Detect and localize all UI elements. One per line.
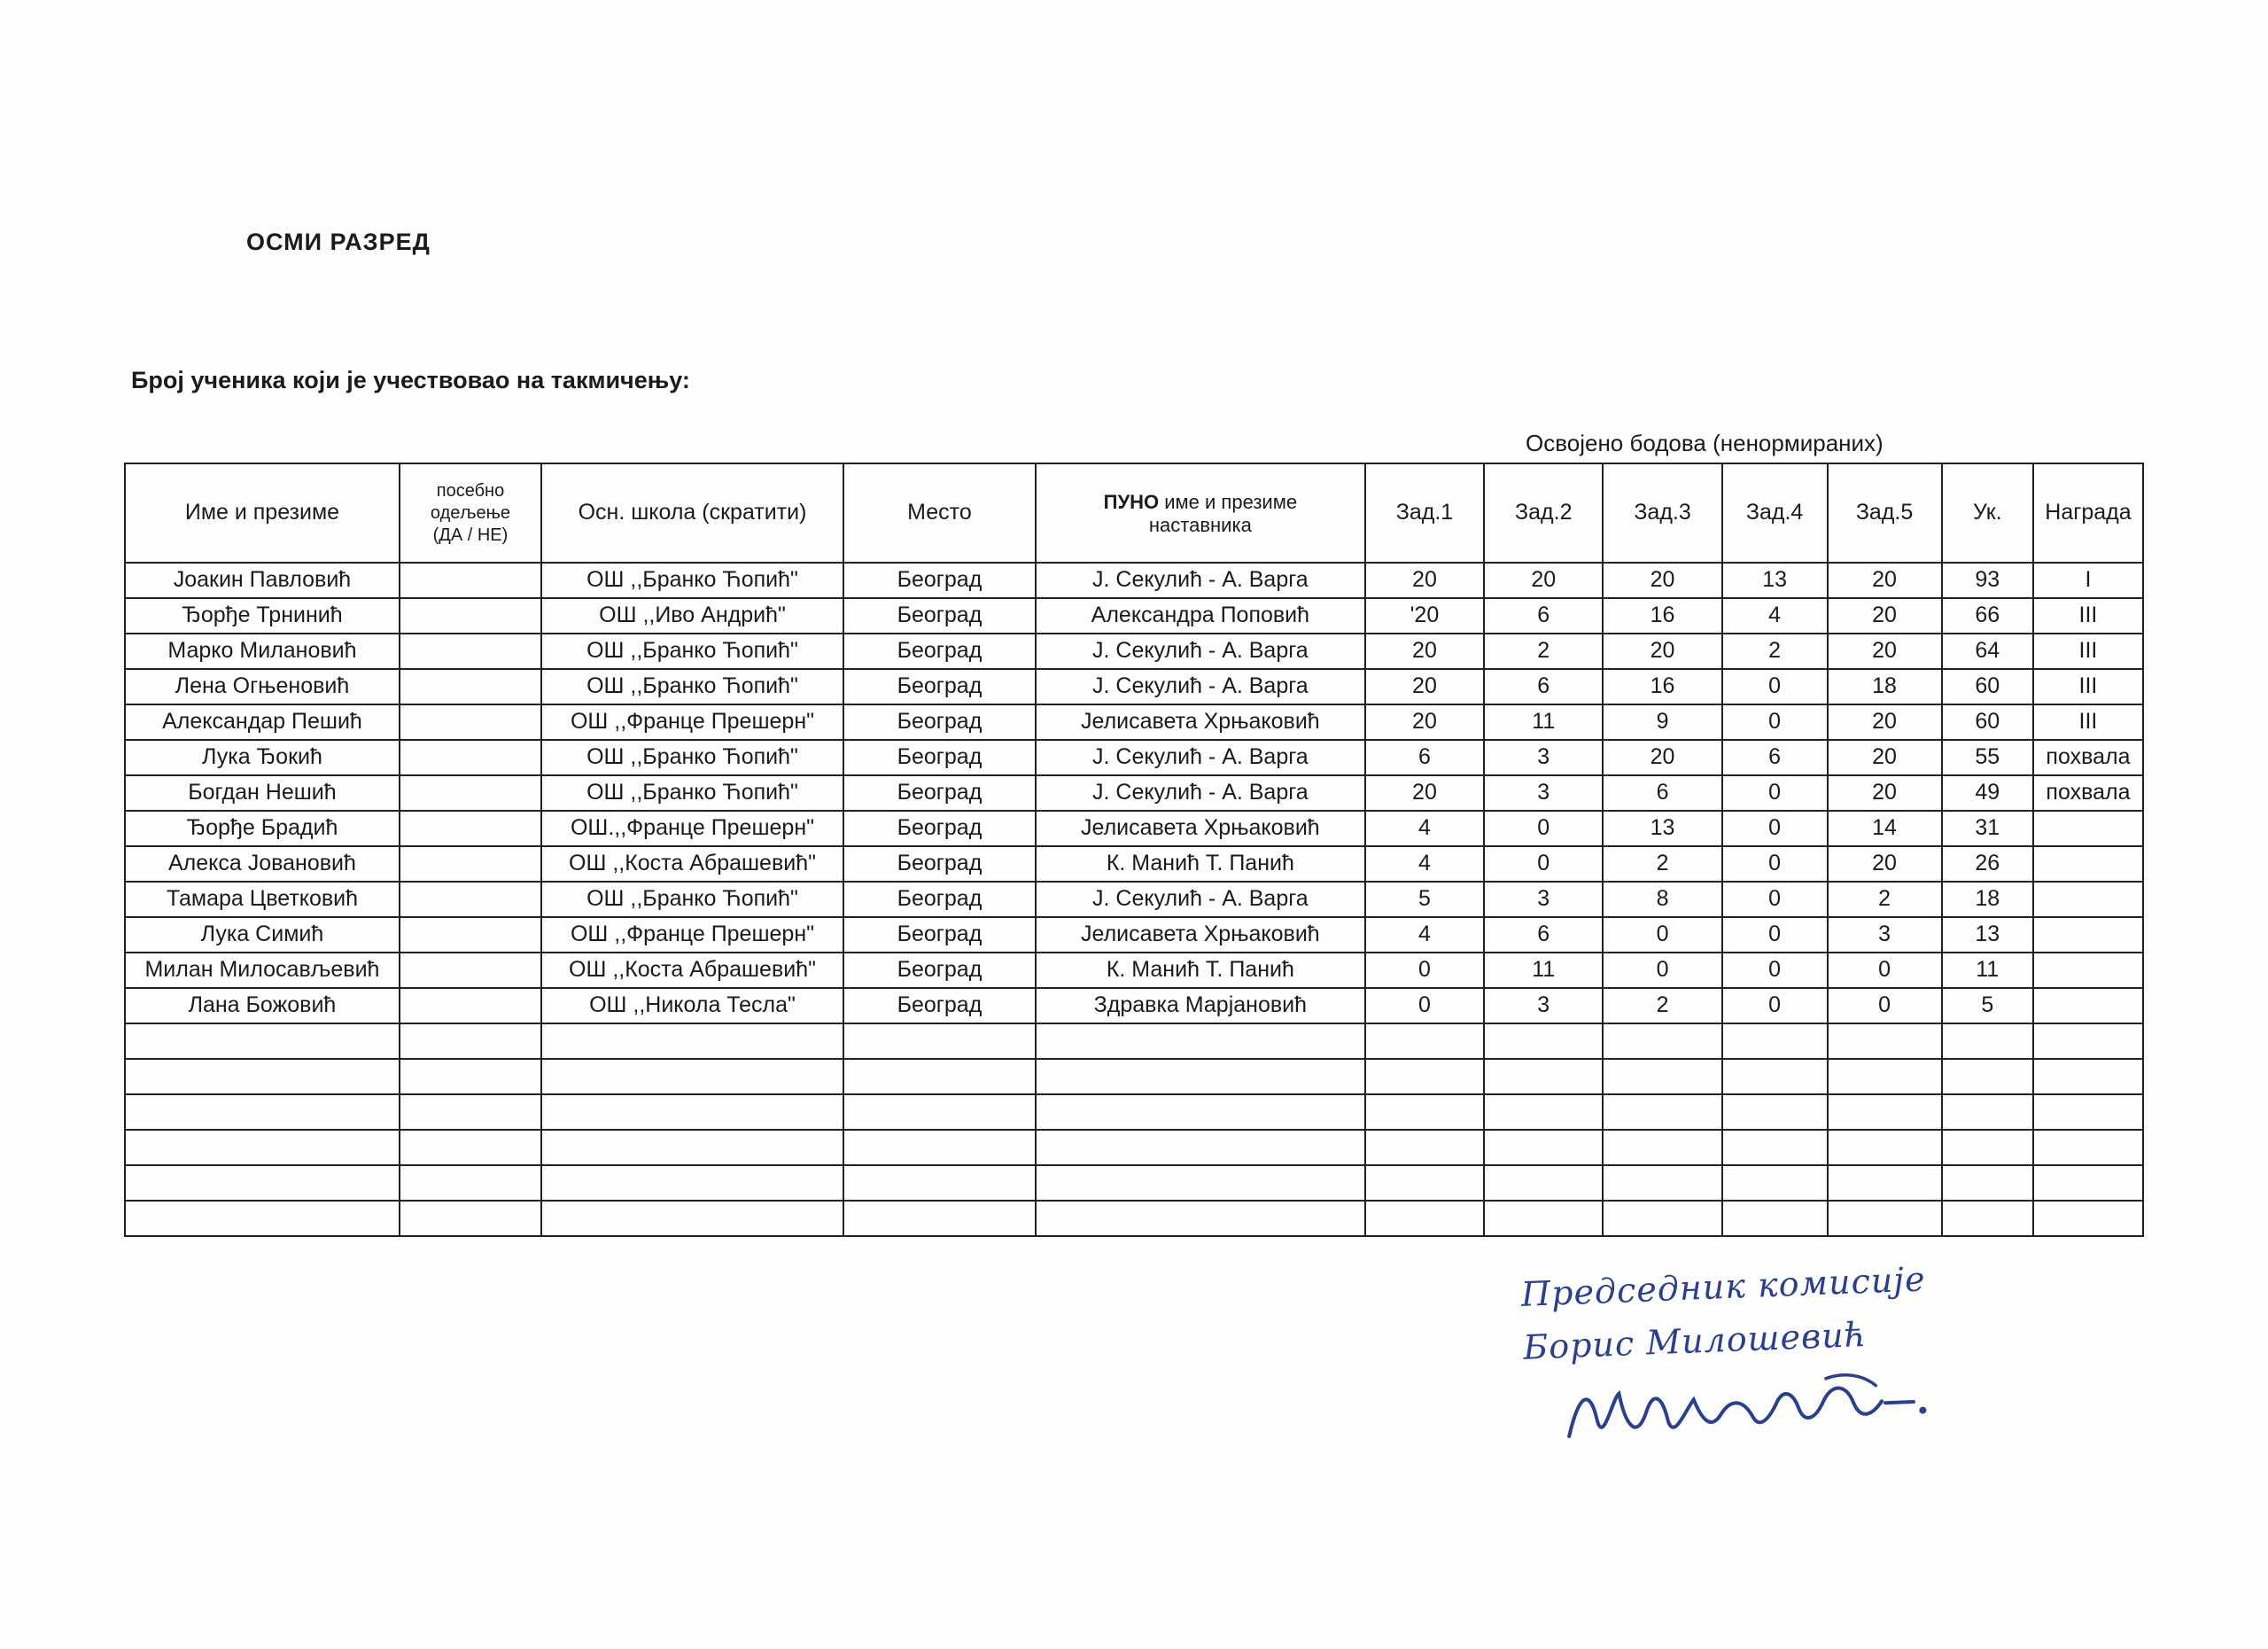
cell-special [400, 882, 541, 917]
cell-special [400, 775, 541, 811]
cell-special [400, 1094, 541, 1130]
table-row [125, 598, 2143, 634]
participants-label: Број ученика који је учествовао на такмичењу: [131, 367, 690, 393]
cell-total: 5 [1942, 988, 2033, 1023]
cell-award [2033, 1023, 2143, 1059]
cell-special [400, 740, 541, 775]
cell-award: III [2033, 598, 2143, 634]
cell-task-3: 13 [1603, 811, 1721, 846]
cell-teacher: Ј. Секулић - А. Варга [1036, 740, 1365, 775]
cell-place: Београд [843, 882, 1036, 917]
cell-school [541, 1094, 843, 1130]
cell-special [400, 1059, 541, 1094]
cell-school [541, 1023, 843, 1059]
cell-task-5: 0 [1828, 953, 1942, 988]
cell-total: 60 [1942, 704, 2033, 740]
cell-task-5: 0 [1828, 988, 1942, 1023]
cell-task-4 [1722, 1130, 1828, 1165]
cell-special [400, 1165, 541, 1201]
cell-name: Лука Симић [125, 917, 400, 953]
cell-school [541, 1130, 843, 1165]
signature-role-line: Председник комисије [1520, 1259, 1927, 1314]
cell-name: Лена Огњеновић [125, 669, 400, 704]
cell-task-4: 13 [1722, 563, 1828, 598]
cell-total: 60 [1942, 669, 2033, 704]
cell-task-4 [1722, 1023, 1828, 1059]
cell-award: похвала [2033, 740, 2143, 775]
cell-task-5: 2 [1828, 882, 1942, 917]
table-row [125, 704, 2143, 740]
cell-special [400, 846, 541, 882]
table-row [125, 563, 2143, 598]
cell-total: 49 [1942, 775, 2033, 811]
table-row [125, 846, 2143, 882]
cell-total: 31 [1942, 811, 2033, 846]
cell-task-2: 11 [1484, 704, 1603, 740]
cell-task-4: 2 [1722, 634, 1828, 669]
cell-award [2033, 1059, 2143, 1094]
cell-task-5: 20 [1828, 563, 1942, 598]
cell-award [2033, 917, 2143, 953]
cell-award: похвала [2033, 775, 2143, 811]
cell-school: ОШ ,,Никола Тесла" [541, 988, 843, 1023]
cell-award [2033, 988, 2143, 1023]
cell-task-2 [1484, 1130, 1603, 1165]
cell-place [843, 1130, 1036, 1165]
cell-name [125, 1059, 400, 1094]
cell-award [2033, 1094, 2143, 1130]
cell-school [541, 1165, 843, 1201]
cell-teacher: Јелисавета Хрњаковић [1036, 917, 1365, 953]
header-special-line3: (ДА / НЕ) [432, 525, 509, 545]
cell-task-3: 20 [1603, 563, 1721, 598]
cell-place: Београд [843, 775, 1036, 811]
cell-task-3: 0 [1603, 953, 1721, 988]
grade-title: ОСМИ РАЗРЕД [246, 229, 431, 255]
cell-place [843, 1165, 1036, 1201]
cell-task-4: 0 [1722, 775, 1828, 811]
header-award: Награда [2033, 463, 2143, 563]
results-table-body [125, 563, 2143, 1236]
cell-school: ОШ ,,Бранко Ћопић" [541, 740, 843, 775]
signature-name-line: Борис Милошевић [1522, 1314, 1868, 1367]
cell-task-5 [1828, 1094, 1942, 1130]
cell-teacher: Јелисавета Хрњаковић [1036, 704, 1365, 740]
header-task-3: Зад.3 [1603, 463, 1721, 563]
cell-place: Београд [843, 598, 1036, 634]
cell-special [400, 988, 541, 1023]
results-table [124, 463, 2144, 1237]
cell-task-4 [1722, 1094, 1828, 1130]
cell-task-5: 20 [1828, 634, 1942, 669]
cell-total [1942, 1165, 2033, 1201]
cell-special [400, 1023, 541, 1059]
cell-task-5: 18 [1828, 669, 1942, 704]
cell-special [400, 598, 541, 634]
cell-task-4: 0 [1722, 811, 1828, 846]
cell-task-1: 4 [1365, 846, 1484, 882]
cell-task-2: 0 [1484, 811, 1603, 846]
table-row [125, 953, 2143, 988]
cell-task-1: 4 [1365, 811, 1484, 846]
cell-task-2: 2 [1484, 634, 1603, 669]
header-task-2: Зад.2 [1484, 463, 1603, 563]
header-special-line2: одељење [430, 502, 511, 523]
cell-name: Милан Милосављевић [125, 953, 400, 988]
table-row [125, 740, 2143, 775]
cell-award [2033, 1130, 2143, 1165]
cell-teacher [1036, 1165, 1365, 1201]
cell-task-1: 6 [1365, 740, 1484, 775]
cell-task-3: 20 [1603, 634, 1721, 669]
cell-task-5 [1828, 1059, 1942, 1094]
cell-task-1: '20 [1365, 598, 1484, 634]
cell-task-3: 16 [1603, 669, 1721, 704]
table-row [125, 1130, 2143, 1165]
header-task-5: Зад.5 [1828, 463, 1942, 563]
cell-teacher: Ј. Секулић - А. Варга [1036, 775, 1365, 811]
cell-task-4 [1722, 1165, 1828, 1201]
cell-name: Богдан Нешић [125, 775, 400, 811]
table-row [125, 634, 2143, 669]
cell-place: Београд [843, 811, 1036, 846]
header-teacher-bold: ПУНО [1103, 491, 1160, 514]
cell-total [1942, 1094, 2033, 1130]
cell-teacher [1036, 1201, 1365, 1236]
cell-place: Београд [843, 704, 1036, 740]
cell-task-1: 0 [1365, 988, 1484, 1023]
cell-place: Београд [843, 953, 1036, 988]
table-row [125, 1165, 2143, 1201]
cell-place [843, 1094, 1036, 1130]
cell-task-2: 6 [1484, 917, 1603, 953]
cell-place: Београд [843, 917, 1036, 953]
cell-task-3 [1603, 1130, 1721, 1165]
cell-task-4: 0 [1722, 988, 1828, 1023]
cell-award [2033, 846, 2143, 882]
cell-teacher: Здравка Марјановић [1036, 988, 1365, 1023]
cell-teacher: Александра Поповић [1036, 598, 1365, 634]
cell-school: ОШ ,,Бранко Ћопић" [541, 775, 843, 811]
cell-task-2: 6 [1484, 598, 1603, 634]
cell-school: ОШ ,,Коста Абрашевић" [541, 953, 843, 988]
cell-special [400, 563, 541, 598]
cell-task-4: 0 [1722, 846, 1828, 882]
cell-school [541, 1201, 843, 1236]
cell-task-1 [1365, 1201, 1484, 1236]
cell-teacher: Ј. Секулић - А. Варга [1036, 634, 1365, 669]
cell-task-2: 3 [1484, 882, 1603, 917]
cell-task-2: 6 [1484, 669, 1603, 704]
cell-award [2033, 1165, 2143, 1201]
cell-award [2033, 811, 2143, 846]
header-teacher-line1 [1037, 490, 1364, 515]
table-row [125, 1023, 2143, 1059]
cell-task-1: 5 [1365, 882, 1484, 917]
cell-teacher [1036, 1023, 1365, 1059]
cell-task-2 [1484, 1201, 1603, 1236]
cell-task-3: 8 [1603, 882, 1721, 917]
cell-task-4: 0 [1722, 669, 1828, 704]
cell-task-5 [1828, 1165, 1942, 1201]
cell-task-1: 20 [1365, 775, 1484, 811]
cell-total [1942, 1023, 2033, 1059]
table-row [125, 917, 2143, 953]
cell-total: 13 [1942, 917, 2033, 953]
cell-task-2 [1484, 1165, 1603, 1201]
cell-task-1 [1365, 1130, 1484, 1165]
cell-place: Београд [843, 740, 1036, 775]
cell-teacher: К. Манић Т. Панић [1036, 953, 1365, 988]
cell-total [1942, 1059, 2033, 1094]
cell-name: Ђорђе Брадић [125, 811, 400, 846]
header-special-class [400, 463, 541, 563]
cell-total: 55 [1942, 740, 2033, 775]
cell-total: 26 [1942, 846, 2033, 882]
cell-task-4: 4 [1722, 598, 1828, 634]
cell-task-5: 20 [1828, 740, 1942, 775]
cell-total: 11 [1942, 953, 2033, 988]
cell-task-1: 20 [1365, 669, 1484, 704]
cell-award: III [2033, 669, 2143, 704]
header-teacher [1036, 463, 1365, 563]
cell-task-3: 20 [1603, 740, 1721, 775]
cell-task-2: 3 [1484, 740, 1603, 775]
header-teacher-line2: наставника [1148, 513, 1252, 536]
cell-task-1: 20 [1365, 563, 1484, 598]
cell-total: 66 [1942, 598, 2033, 634]
cell-total: 18 [1942, 882, 2033, 917]
cell-total: 64 [1942, 634, 2033, 669]
cell-award [2033, 882, 2143, 917]
cell-task-5: 20 [1828, 775, 1942, 811]
cell-special [400, 669, 541, 704]
cell-task-1 [1365, 1023, 1484, 1059]
cell-teacher [1036, 1130, 1365, 1165]
cell-school: ОШ ,,Бранко Ћопић" [541, 669, 843, 704]
table-row [125, 811, 2143, 846]
table-row [125, 775, 2143, 811]
cell-task-3: 2 [1603, 846, 1721, 882]
cell-teacher: Ј. Секулић - А. Варга [1036, 882, 1365, 917]
cell-school [541, 1059, 843, 1094]
cell-special [400, 704, 541, 740]
cell-task-3 [1603, 1165, 1721, 1201]
cell-task-5 [1828, 1201, 1942, 1236]
cell-task-2: 3 [1484, 988, 1603, 1023]
cell-name: Тамара Цветковић [125, 882, 400, 917]
cell-name: Алекса Јовановић [125, 846, 400, 882]
cell-name [125, 1023, 400, 1059]
cell-school: ОШ ,,Бранко Ћопић" [541, 882, 843, 917]
cell-task-1: 4 [1365, 917, 1484, 953]
cell-task-1 [1365, 1059, 1484, 1094]
cell-name: Лука Ђокић [125, 740, 400, 775]
cell-task-1: 0 [1365, 953, 1484, 988]
header-task-4: Зад.4 [1722, 463, 1828, 563]
header-place: Место [843, 463, 1036, 563]
cell-special [400, 1201, 541, 1236]
table-row [125, 882, 2143, 917]
cell-place: Београд [843, 988, 1036, 1023]
cell-task-4 [1722, 1059, 1828, 1094]
cell-special [400, 811, 541, 846]
table-row [125, 988, 2143, 1023]
cell-teacher: Јелисавета Хрњаковић [1036, 811, 1365, 846]
cell-task-4 [1722, 1201, 1828, 1236]
cell-place [843, 1201, 1036, 1236]
cell-place: Београд [843, 846, 1036, 882]
cell-total [1942, 1130, 2033, 1165]
cell-task-3 [1603, 1059, 1721, 1094]
cell-task-1 [1365, 1165, 1484, 1201]
cell-task-2: 20 [1484, 563, 1603, 598]
cell-school: ОШ ,,Иво Андрић" [541, 598, 843, 634]
cell-task-5: 20 [1828, 704, 1942, 740]
cell-award: III [2033, 634, 2143, 669]
cell-school: ОШ ,,Бранко Ћопић" [541, 634, 843, 669]
cell-special [400, 634, 541, 669]
handwritten-signature [1560, 1360, 1935, 1458]
cell-name [125, 1201, 400, 1236]
cell-task-5: 20 [1828, 846, 1942, 882]
cell-place [843, 1023, 1036, 1059]
cell-place [843, 1059, 1036, 1094]
cell-task-2 [1484, 1094, 1603, 1130]
cell-task-1: 20 [1365, 704, 1484, 740]
cell-award: I [2033, 563, 2143, 598]
cell-award [2033, 953, 2143, 988]
cell-task-5 [1828, 1130, 1942, 1165]
cell-place: Београд [843, 634, 1036, 669]
cell-task-4: 0 [1722, 882, 1828, 917]
cell-school: ОШ.,,Франце Прешерн" [541, 811, 843, 846]
cell-task-3 [1603, 1201, 1721, 1236]
cell-name: Јоакин Павловић [125, 563, 400, 598]
cell-task-5: 20 [1828, 598, 1942, 634]
cell-name: Марко Милановић [125, 634, 400, 669]
cell-special [400, 917, 541, 953]
header-name: Име и презиме [125, 463, 400, 563]
cell-task-2: 3 [1484, 775, 1603, 811]
cell-teacher: Ј. Секулић - А. Варга [1036, 669, 1365, 704]
cell-task-3: 9 [1603, 704, 1721, 740]
points-earned-label: Освојено бодова (ненормираних) [1526, 430, 1884, 456]
header-school: Осн. школа (скратити) [541, 463, 843, 563]
cell-task-2 [1484, 1023, 1603, 1059]
cell-task-3: 0 [1603, 917, 1721, 953]
cell-task-2: 0 [1484, 846, 1603, 882]
table-row [125, 669, 2143, 704]
cell-task-2: 11 [1484, 953, 1603, 988]
cell-task-4: 6 [1722, 740, 1828, 775]
cell-school: ОШ ,,Франце Прешерн" [541, 917, 843, 953]
cell-task-5 [1828, 1023, 1942, 1059]
header-special-line1: посебно [436, 480, 505, 501]
cell-teacher [1036, 1059, 1365, 1094]
signature-block [1520, 1259, 1935, 1459]
cell-award: III [2033, 704, 2143, 740]
cell-task-2 [1484, 1059, 1603, 1094]
cell-teacher: К. Манић Т. Панић [1036, 846, 1365, 882]
cell-task-4: 0 [1722, 917, 1828, 953]
cell-name: Лана Божовић [125, 988, 400, 1023]
cell-name [125, 1165, 400, 1201]
cell-task-5: 3 [1828, 917, 1942, 953]
cell-school: ОШ ,,Франце Прешерн" [541, 704, 843, 740]
cell-task-3: 2 [1603, 988, 1721, 1023]
cell-name [125, 1130, 400, 1165]
cell-school: ОШ ,,Бранко Ћопић" [541, 563, 843, 598]
table-row [125, 1059, 2143, 1094]
cell-task-5: 14 [1828, 811, 1942, 846]
cell-special [400, 1130, 541, 1165]
cell-special [400, 953, 541, 988]
cell-name [125, 1094, 400, 1130]
cell-teacher: Ј. Секулић - А. Варга [1036, 563, 1365, 598]
table-row [125, 1094, 2143, 1130]
table-row [125, 1201, 2143, 1236]
cell-school: ОШ ,,Коста Абрашевић" [541, 846, 843, 882]
cell-award [2033, 1201, 2143, 1236]
cell-task-3 [1603, 1023, 1721, 1059]
cell-task-4: 0 [1722, 953, 1828, 988]
cell-task-3: 16 [1603, 598, 1721, 634]
cell-place: Београд [843, 669, 1036, 704]
cell-name: Александар Пешић [125, 704, 400, 740]
cell-task-1 [1365, 1094, 1484, 1130]
table-header-row [125, 463, 2143, 563]
cell-task-1: 20 [1365, 634, 1484, 669]
cell-task-3 [1603, 1094, 1721, 1130]
header-teacher-rest: име и презиме [1159, 491, 1298, 514]
cell-total [1942, 1201, 2033, 1236]
cell-task-4: 0 [1722, 704, 1828, 740]
header-total: Ук. [1942, 463, 2033, 563]
cell-place: Београд [843, 563, 1036, 598]
cell-teacher [1036, 1094, 1365, 1130]
cell-total: 93 [1942, 563, 2033, 598]
header-task-1: Зад.1 [1365, 463, 1484, 563]
cell-task-3: 6 [1603, 775, 1721, 811]
cell-name: Ђорђе Трнинић [125, 598, 400, 634]
